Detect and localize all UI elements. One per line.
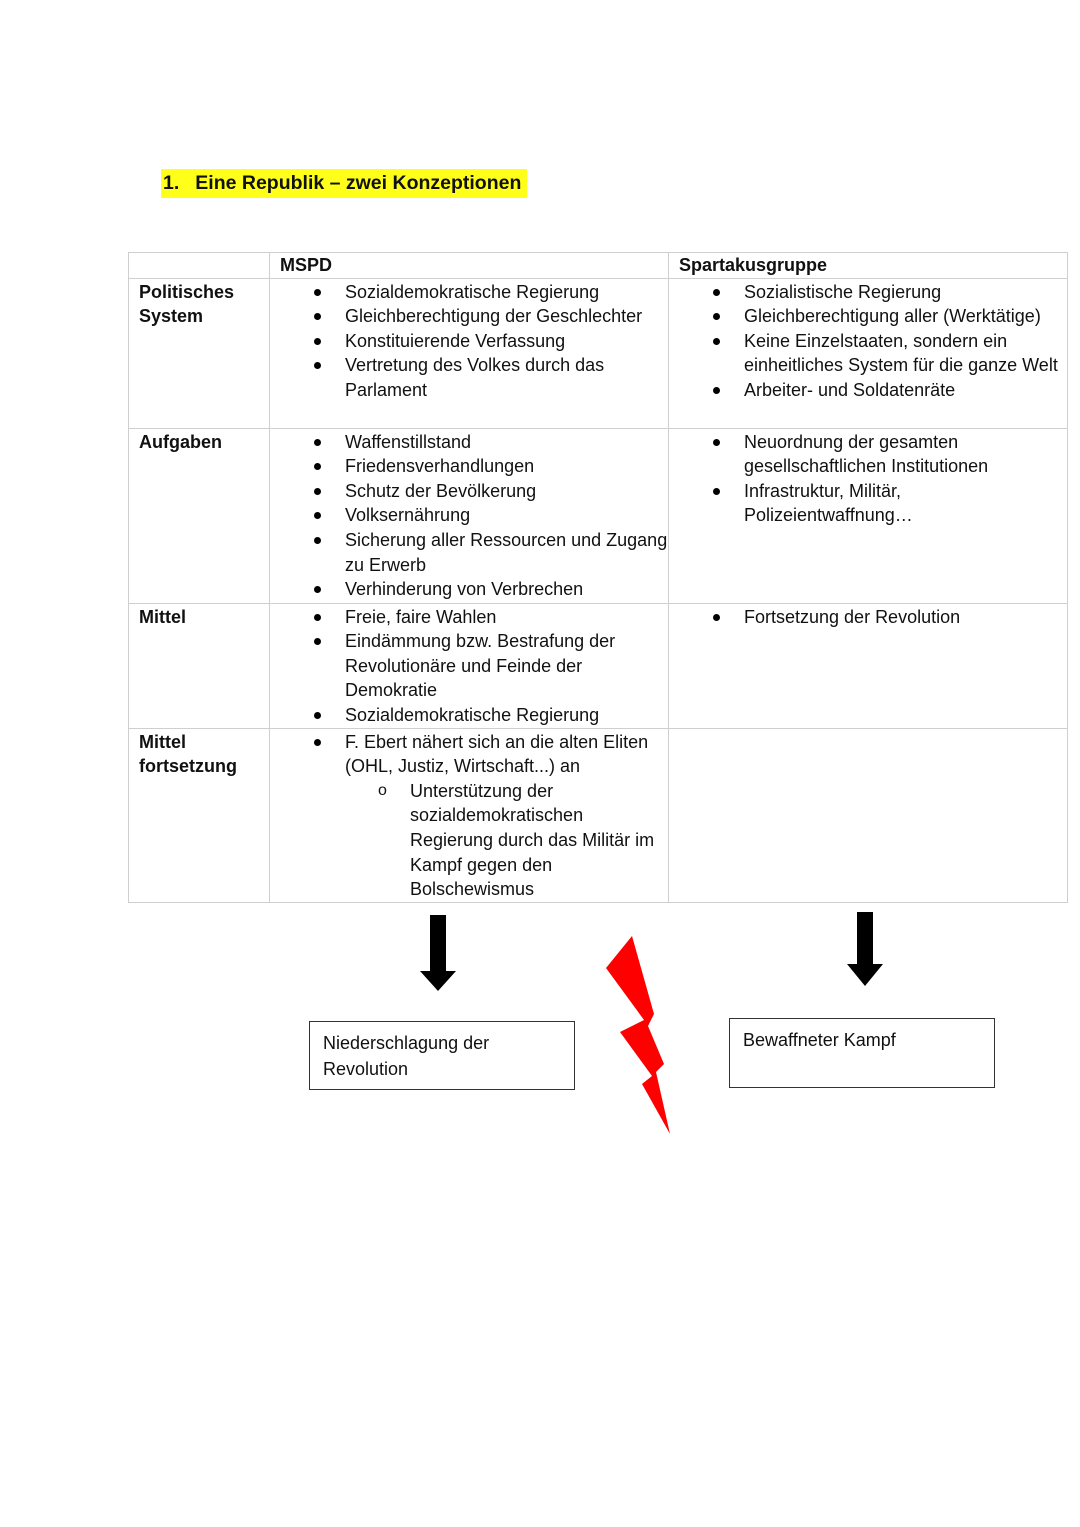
- outcome-text-mspd: Niederschlagung der Revolution: [323, 1033, 490, 1079]
- list-item-text: Verhinderung von Verbrechen: [345, 579, 584, 600]
- row-label: Mittel fortsetzung: [129, 728, 270, 902]
- list-item-text: Schutz der Bevölkerung: [345, 480, 537, 501]
- list-item: [744, 430, 1067, 479]
- table-row: [129, 278, 1068, 428]
- bullet-list: [669, 430, 1067, 528]
- row-label: Aufgaben: [129, 428, 270, 603]
- list-item: [345, 703, 668, 728]
- header-spartakus: Spartakusgruppe: [669, 253, 1068, 279]
- list-item-text: Infrastruktur, Militär, Polizeientwaffnung…: [744, 480, 913, 526]
- list-item-text: F. Ebert nähert sich an die alten Eliten (OHL, Justiz, Wirtschaft...) an: [345, 731, 649, 777]
- down-arrow-icon: [420, 915, 456, 993]
- list-item: [744, 280, 1067, 305]
- bullet-list: [270, 430, 668, 602]
- cell-mspd: [270, 603, 669, 728]
- list-item-text: Freie, faire Wahlen: [345, 606, 497, 627]
- cell-mspd: [270, 728, 669, 902]
- list-item: [345, 528, 668, 577]
- list-item: [345, 730, 668, 902]
- list-item: [345, 430, 668, 455]
- list-item: [345, 280, 668, 305]
- section-heading: [161, 169, 527, 198]
- list-item: [345, 577, 668, 602]
- list-item: [345, 353, 668, 402]
- table-row: [129, 428, 1068, 603]
- list-item-text: Sozialistische Regierung: [744, 281, 942, 302]
- outcome-box-spartakus: [729, 1018, 995, 1088]
- row-label: Politisches System: [129, 278, 270, 428]
- header-empty: [129, 253, 270, 279]
- outcome-box-mspd: [309, 1021, 575, 1090]
- lightning-bolt-icon: [604, 934, 674, 1136]
- list-item: [345, 304, 668, 329]
- row-label: Mittel: [129, 603, 270, 728]
- cell-mspd: [270, 278, 669, 428]
- heading-text: Eine Republik – zwei Konzeptionen: [195, 172, 522, 194]
- comparison-table: [128, 252, 1068, 903]
- list-item: [744, 479, 1067, 528]
- list-item: [744, 378, 1067, 403]
- list-item-text: Neuordnung der gesamten gesellschaftlichen Institutionen: [744, 431, 989, 477]
- cell-spartakus: [669, 278, 1068, 428]
- cell-spartakus: [669, 728, 1068, 902]
- table-row: [129, 603, 1068, 728]
- bullet-list: [270, 605, 668, 728]
- table-body: [129, 278, 1068, 902]
- down-arrow-icon: [847, 912, 883, 990]
- list-item-text: Volksernährung: [345, 505, 471, 526]
- list-item: [345, 503, 668, 528]
- list-item: [744, 605, 1067, 630]
- list-item-text: Gleichberechtigung aller (Werktätige): [744, 306, 1041, 327]
- list-item-text: Friedensverhandlungen: [345, 456, 535, 477]
- list-item-text: Sozialdemokratische Regierung: [345, 281, 600, 302]
- list-item: [744, 304, 1067, 329]
- list-item-text: Keine Einzelstaaten, sondern ein einheitliches System für die ganze Welt: [744, 330, 1058, 376]
- list-item-text: Sicherung aller Ressourcen und Zugang zu Erwerb: [345, 529, 668, 575]
- list-item: [345, 454, 668, 479]
- cell-mspd: [270, 428, 669, 603]
- header-mspd: MSPD: [270, 253, 669, 279]
- heading-number: 1.: [163, 172, 180, 194]
- bullet-list: [669, 605, 1067, 630]
- bullet-list: [669, 280, 1067, 403]
- outcome-text-spartakus: Bewaffneter Kampf: [743, 1030, 896, 1050]
- list-item-text: Gleichberechtigung der Geschlechter: [345, 306, 643, 327]
- list-item: [345, 605, 668, 630]
- table-row: [129, 728, 1068, 902]
- bullet-list: [270, 730, 668, 902]
- list-item-text: Arbeiter- und Soldatenräte: [744, 379, 956, 400]
- table-header-row: [129, 253, 1068, 279]
- list-item-text: Konstituierende Verfassung: [345, 330, 566, 351]
- cell-spartakus: [669, 603, 1068, 728]
- list-item: [345, 629, 668, 703]
- list-item-text: Eindämmung bzw. Bestrafung der Revolutionäre und Feinde der Demokratie: [345, 631, 616, 701]
- bullet-list: [270, 280, 668, 403]
- list-item-text: Vertretung des Volkes durch das Parlament: [345, 355, 605, 400]
- list-item: [345, 479, 668, 504]
- list-item-text: Waffenstillstand: [345, 431, 472, 452]
- list-item: [744, 329, 1067, 378]
- cell-spartakus: [669, 428, 1068, 603]
- list-item-text: Sozialdemokratische Regierung: [345, 704, 600, 725]
- sub-list-item: o Unterstützung der sozialdemokratischen Regierung durch das Militär im Kampf gegen den Bolschewismus: [410, 779, 668, 902]
- list-item-text: Fortsetzung der Revolution: [744, 606, 961, 627]
- sub-list: [345, 779, 668, 902]
- list-item: [345, 329, 668, 354]
